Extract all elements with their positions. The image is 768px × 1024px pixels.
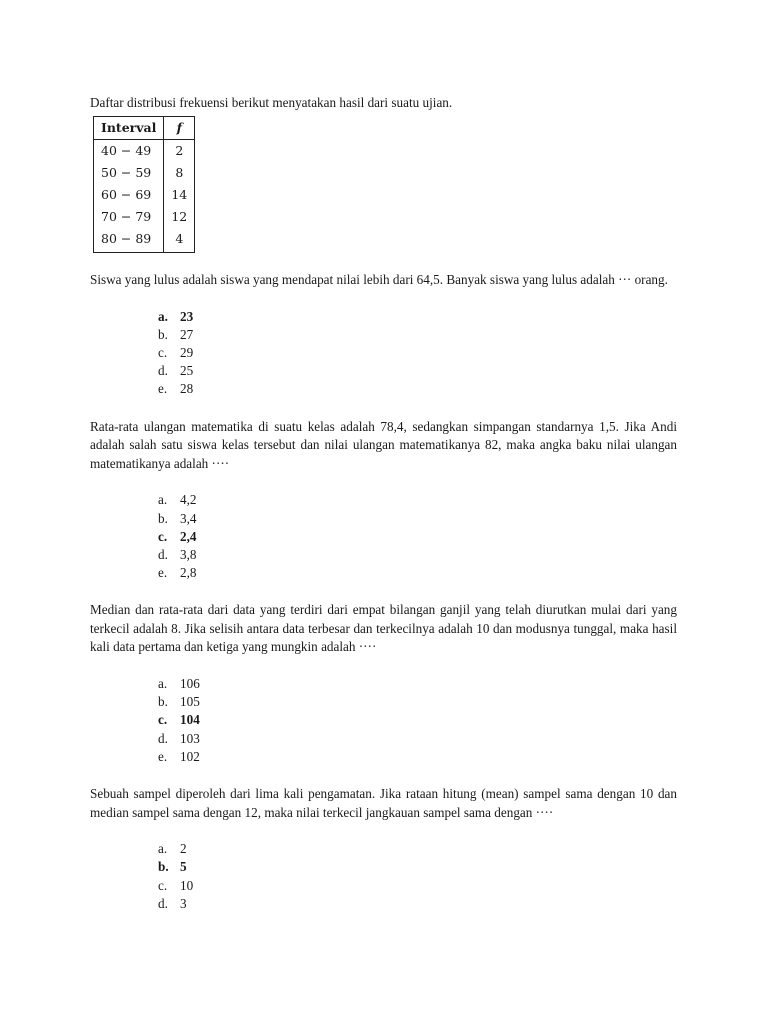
interval-cell: 70 − 79 <box>94 206 164 228</box>
option-a: a. 106 <box>158 676 200 692</box>
option-c: c. 104 <box>158 712 200 728</box>
question-3-options <box>158 675 677 766</box>
intro-text: Daftar distribusi frekuensi berikut menyatakan hasil dari suatu ujian. <box>90 95 453 110</box>
option-e: e. 2,8 <box>158 565 197 581</box>
option-a: a. 4,2 <box>158 492 197 508</box>
frequency-cell: 14 <box>164 184 195 206</box>
interval-header: Interval <box>94 117 164 140</box>
option-d: d. 3,8 <box>158 546 197 562</box>
table-row <box>94 228 195 253</box>
option-a: a. 2 <box>158 841 187 857</box>
table-row <box>94 140 195 163</box>
frequency-table <box>93 116 195 253</box>
question-4-text: Sebuah sampel diperoleh dari lima kali pengamatan. Jika rataan hitung (mean) sampel sama dengan 10 dan median sampel sama dengan 12, maka nilai terkecil jangkauan sampel sama dengan ···· <box>90 785 677 820</box>
question-2-options <box>158 491 677 582</box>
option-b: b. 27 <box>158 326 194 342</box>
question-2-text: Rata-rata ulangan matematika di suatu kelas adalah 78,4, sedangkan simpangan standarnya 1,5. Jika Andi adalah salah satu siswa kelas tersebut dan nilai ulangan matematikanya 82, maka angka baku nilai ulangan matematikanya adalah ···· <box>90 418 677 471</box>
question-3-text: Median dan rata-rata dari data yang terdiri dari empat bilangan ganjil yang telah diurutkan mulai dari yang terkecil adalah 8. Jika selisih antara data terbesar dan terkecilnya adalah 10 dan modusnya tunggal, maka hasil kali data pertama dan ketiga yang mungkin adalah ···· <box>90 602 677 655</box>
option-c: c. 10 <box>158 877 194 893</box>
option-b: b. 105 <box>158 694 200 710</box>
option-e: e. 102 <box>158 748 200 764</box>
option-c: c. 29 <box>158 344 194 360</box>
table-row <box>94 162 195 184</box>
frequency-cell: 4 <box>164 228 195 253</box>
question-1-options <box>158 308 677 399</box>
option-c: c. 2,4 <box>158 528 197 544</box>
table-row <box>94 184 195 206</box>
option-a: a. 23 <box>158 308 194 324</box>
option-e: e. 28 <box>158 381 194 397</box>
option-b: b. 3,4 <box>158 510 197 526</box>
option-d: d. 103 <box>158 730 200 746</box>
frequency-cell: 8 <box>164 162 195 184</box>
interval-cell: 60 − 69 <box>94 184 164 206</box>
frequency-cell: 12 <box>164 206 195 228</box>
frequency-header: f <box>164 117 195 140</box>
interval-cell: 40 − 49 <box>94 140 164 163</box>
option-d: d. 25 <box>158 363 194 379</box>
table-header-row <box>94 117 195 140</box>
document-page <box>90 94 677 913</box>
question-1-text: Siswa yang lulus adalah siswa yang mendapat nilai lebih dari 64,5. Banyak siswa yang lulus adalah ··· orang. <box>90 272 668 287</box>
frequency-cell: 2 <box>164 140 195 163</box>
interval-cell: 80 − 89 <box>94 228 164 253</box>
interval-cell: 50 − 59 <box>94 162 164 184</box>
table-row <box>94 206 195 228</box>
question-4-options <box>158 840 677 913</box>
option-b: b. 5 <box>158 859 187 875</box>
option-d: d. 3 <box>158 895 187 911</box>
